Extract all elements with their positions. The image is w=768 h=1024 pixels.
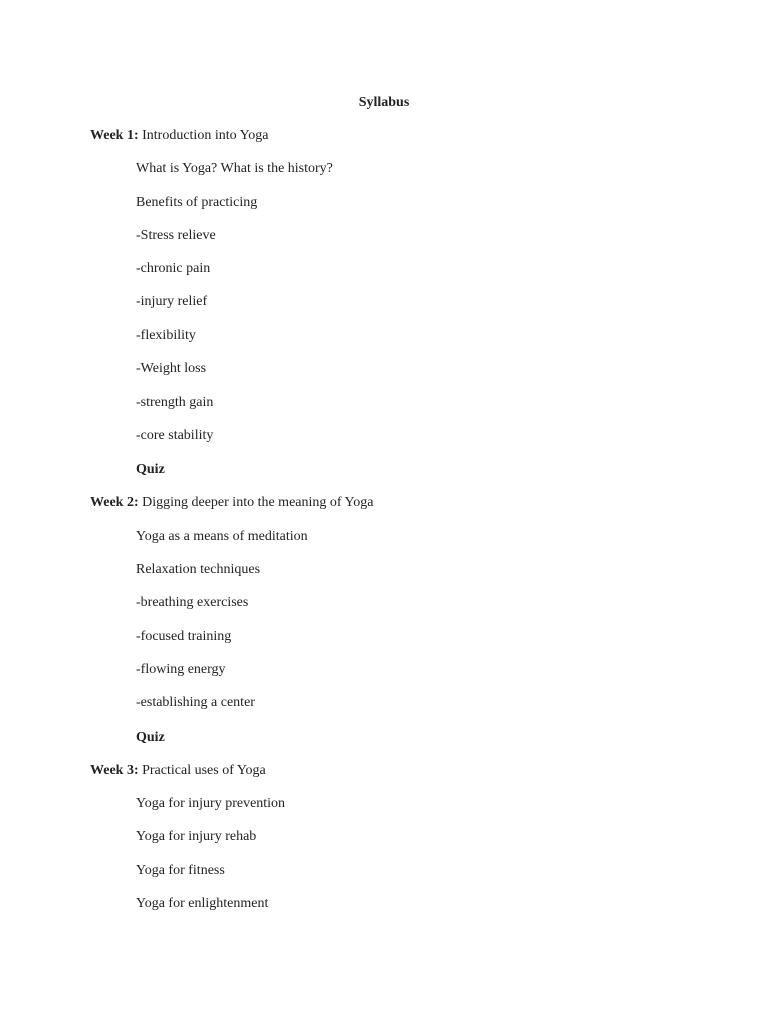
list-item: -flexibility	[136, 328, 196, 343]
list-item: -Weight loss	[136, 361, 207, 376]
list-item: -core stability	[136, 428, 214, 443]
quiz-label: Quiz	[136, 462, 165, 477]
list-item: -chronic pain	[136, 261, 211, 276]
list-item: Relaxation techniques	[136, 562, 261, 577]
list-item: -strength gain	[136, 395, 214, 410]
week-label: Week 2:	[90, 495, 139, 510]
list-item: -breathing exercises	[136, 595, 249, 610]
list-item: What is Yoga? What is the history?	[136, 161, 333, 176]
list-item: Yoga for injury prevention	[136, 796, 286, 811]
list-item: Benefits of practicing	[136, 195, 258, 210]
week-1-heading	[90, 126, 269, 146]
page-title: Syllabus	[358, 95, 410, 110]
week-topic: Practical uses of Yoga	[142, 763, 266, 778]
list-item: Yoga for enlightenment	[136, 896, 269, 911]
list-item: Yoga for fitness	[136, 863, 225, 878]
list-item: -establishing a center	[136, 695, 255, 710]
list-item: -injury relief	[136, 294, 208, 309]
week-3-heading	[90, 761, 266, 781]
list-item: -flowing energy	[136, 662, 226, 677]
list-item: -Stress relieve	[136, 228, 216, 243]
week-topic: Introduction into Yoga	[142, 128, 269, 143]
list-item: Yoga for injury rehab	[136, 829, 257, 844]
quiz-label: Quiz	[136, 730, 165, 745]
week-2-heading	[90, 493, 373, 513]
week-label: Week 1:	[90, 128, 139, 143]
list-item: Yoga as a means of meditation	[136, 529, 308, 544]
week-label: Week 3:	[90, 763, 139, 778]
week-topic: Digging deeper into the meaning of Yoga	[142, 495, 374, 510]
list-item: -focused training	[136, 629, 232, 644]
